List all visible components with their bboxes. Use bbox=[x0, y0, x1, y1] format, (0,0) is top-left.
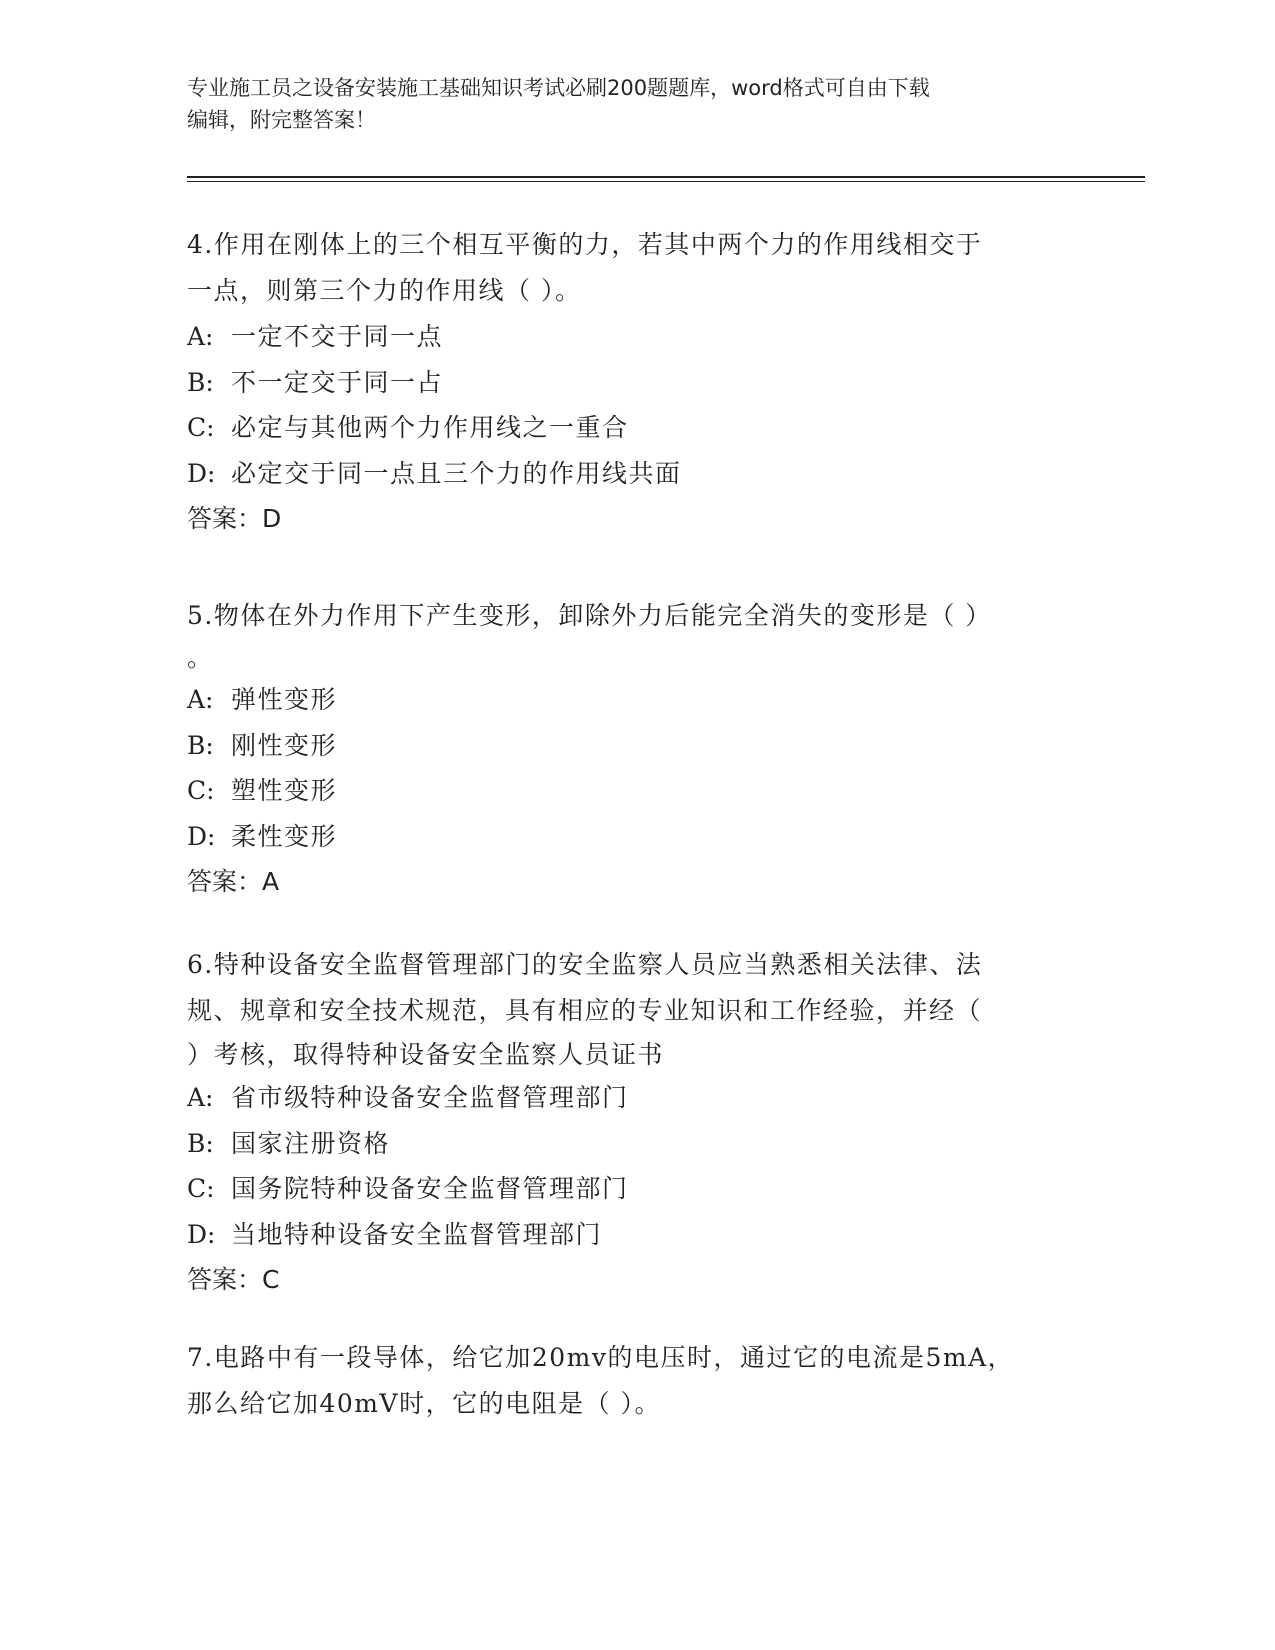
header-title-line-2: 编辑，附完整答案！ bbox=[187, 108, 376, 132]
question-4 bbox=[187, 222, 1067, 542]
answer-label: 答案：C bbox=[187, 1265, 280, 1294]
answer-label: 答案：A bbox=[187, 867, 280, 896]
option-letter: D: bbox=[187, 821, 216, 851]
document-header bbox=[187, 72, 1087, 136]
header-title-line-1: 专业施工员之设备安装施工基础知识考试必刷200题题库，word格式可自由下载 bbox=[187, 76, 930, 100]
option-a bbox=[187, 1075, 1067, 1121]
option-b bbox=[187, 360, 1067, 406]
option-letter: A: bbox=[187, 1083, 214, 1112]
option-b bbox=[187, 1121, 1067, 1167]
option-letter: C: bbox=[187, 413, 215, 442]
header-divider-thick bbox=[187, 176, 1145, 178]
question-stem-line: 4.作用在刚体上的三个相互平衡的力，若其中两个力的作用线相交于 bbox=[187, 230, 983, 259]
option-letter: D: bbox=[187, 1219, 216, 1249]
option-c bbox=[187, 405, 1067, 451]
option-letter: D: bbox=[187, 458, 216, 488]
option-d bbox=[187, 451, 1067, 497]
option-text: 塑性变形 bbox=[231, 776, 338, 805]
option-text: 国务院特种设备安全监督管理部门 bbox=[231, 1174, 629, 1203]
option-text: 刚性变形 bbox=[231, 730, 338, 760]
option-d bbox=[187, 814, 1067, 860]
question-5 bbox=[187, 593, 1067, 905]
option-letter: B: bbox=[187, 367, 214, 397]
question-stem-line: 规、规章和安全技术规范，具有相应的专业知识和工作经验，并经（ bbox=[187, 996, 983, 1025]
header-divider-thin bbox=[187, 181, 1145, 182]
question-stem-line: ）考核，取得特种设备安全监察人员证书 bbox=[187, 1040, 665, 1069]
question-stem-line: 5.物体在外力作用下产生变形，卸除外力后能完全消失的变形是（ ） bbox=[187, 601, 992, 630]
answer-label: 答案：D bbox=[187, 504, 282, 533]
option-letter: A: bbox=[187, 322, 214, 351]
question-6 bbox=[187, 942, 1067, 1303]
option-text: 柔性变形 bbox=[231, 821, 338, 851]
option-text: 必定交于同一点且三个力的作用线共面 bbox=[231, 458, 682, 488]
question-stem-line: 那么给它加40mV时，它的电阻是（ ）。 bbox=[187, 1389, 662, 1418]
option-a bbox=[187, 314, 1067, 360]
option-text: 必定与其他两个力作用线之一重合 bbox=[231, 413, 629, 442]
option-text: 当地特种设备安全监督管理部门 bbox=[231, 1219, 603, 1249]
option-c bbox=[187, 1166, 1067, 1212]
question-stem-line: 一点，则第三个力的作用线（ ）。 bbox=[187, 276, 582, 305]
option-text: 省市级特种设备安全监督管理部门 bbox=[231, 1083, 629, 1112]
question-stem-line: 7.电路中有一段导体，给它加20mv的电压时，通过它的电流是5mA， bbox=[187, 1343, 1015, 1372]
option-a bbox=[187, 677, 1067, 723]
option-letter: A: bbox=[187, 685, 214, 714]
option-b bbox=[187, 723, 1067, 769]
option-text: 国家注册资格 bbox=[231, 1128, 391, 1158]
option-c bbox=[187, 768, 1067, 814]
question-stem-line: 6.特种设备安全监督管理部门的安全监察人员应当熟悉相关法律、法 bbox=[187, 950, 983, 979]
option-d bbox=[187, 1212, 1067, 1258]
option-letter: C: bbox=[187, 1174, 215, 1203]
option-letter: B: bbox=[187, 730, 214, 760]
option-letter: C: bbox=[187, 776, 215, 805]
option-text: 不一定交于同一占 bbox=[231, 367, 444, 397]
question-stem-line: 。 bbox=[187, 643, 214, 672]
option-text: 一定不交于同一点 bbox=[231, 322, 444, 351]
option-text: 弹性变形 bbox=[231, 685, 338, 714]
option-letter: B: bbox=[187, 1128, 214, 1158]
question-7 bbox=[187, 1335, 1067, 1427]
